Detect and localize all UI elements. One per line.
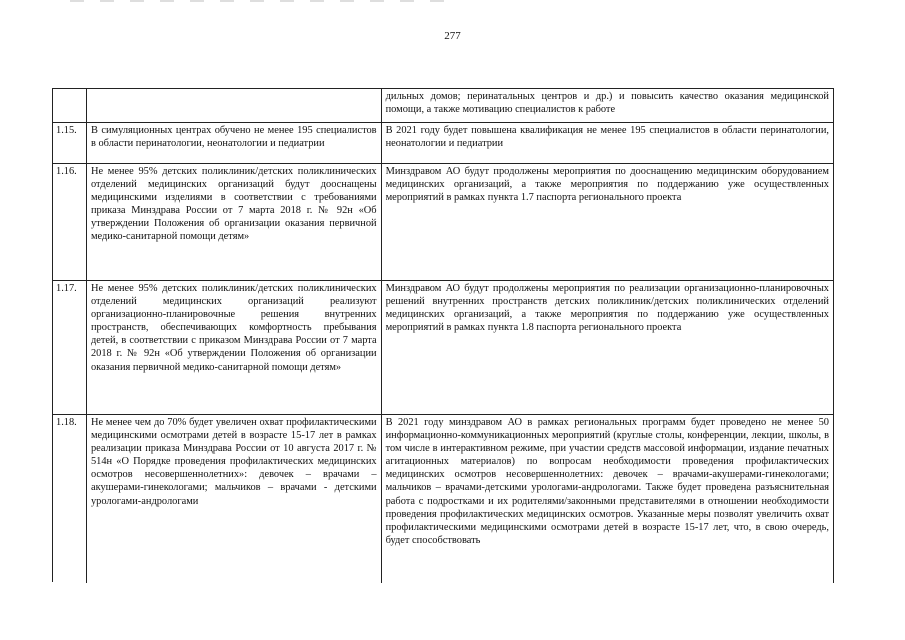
row-number: 1.18. bbox=[53, 415, 87, 583]
table-row bbox=[53, 281, 834, 415]
goal-cell bbox=[87, 89, 382, 122]
measures-table bbox=[52, 88, 834, 582]
goal-cell: В симуляционных центрах обучено не менее 195 специалистов в области перинатологии, неонатологии и педиатрии bbox=[87, 123, 382, 163]
table-row bbox=[53, 89, 834, 123]
action-cell: В 2021 году будет повышена квалификация не менее 195 специалистов в области перинатологии, неонатологии и педиатрии bbox=[382, 123, 834, 163]
goal-cell: Не менее чем до 70% будет увеличен охват профилактическими медицинскими осмотрами детей в возрасте 15-17 лет в рамках реализации приказа Минздрава России от 10 августа 2017 г. № 514н «О Порядке проведения профилактических медицинских осмотров несовершеннолетних»: девочек – врачами – акушерами-гинекологами; мальчиков – врачами - детскими урологами-андрологами bbox=[87, 415, 382, 583]
row-number: 1.16. bbox=[53, 164, 87, 280]
row-number bbox=[53, 89, 87, 122]
row-number: 1.15. bbox=[53, 123, 87, 163]
goal-cell: Не менее 95% детских поликлиник/детских поликлинических отделений медицинских организаций будут дооснащены медицинскими изделиями в соответствии с требованиями приказа Минздрава России от 7 марта 2018 г. № 92н «Об утверждении Положения об организации оказания первичной медико-санитарной помощи детям» bbox=[87, 164, 382, 280]
goal-cell: Не менее 95% детских поликлиник/детских поликлинических отделений медицинских организаций реализуют организационно-планировочные решения внутренних пространств, обеспечивающих комфортность пребывания детей, в соответствии с приказом Минздрава России от 7 марта 2018 г. № 92н «Об утверждении Положения об организации оказания первичной медико-санитарной помощи детям» bbox=[87, 281, 382, 414]
table-row bbox=[53, 123, 834, 164]
scan-artifact bbox=[70, 0, 450, 2]
page-number: 277 bbox=[444, 30, 461, 42]
action-cell: дильных домов; перинатальных центров и др.) и повысить качество оказания медицинской помощи, а также мотивацию специалистов к работе bbox=[382, 89, 834, 122]
table-row bbox=[53, 415, 834, 583]
action-cell: Минздравом АО будут продолжены мероприятия по реализации организационно-планировочных решений внутренних пространств детских поликлиник/детских поликлинических отделений медицинских организаций, а также мероприятия по поддержанию уже осуществленных мероприятий в рамках пункта 1.8 паспорта регионального проекта bbox=[382, 281, 834, 414]
row-number: 1.17. bbox=[53, 281, 87, 414]
action-cell: В 2021 году минздравом АО в рамках региональных программ будет проведено не менее 50 информационно-коммуникационных мероприятий (круглые столы, конференции, лекции, школы, в том числе в интерактивном режиме, при участии средств массовой информации, издание печатных агитационных материалов) по вопросам необходимости проведения профилактических медицинских осмотров несовершеннолетних: девочек – врачами-акушерами-гинекологами; мальчиков – врачами-детскими урологами-андрологами. Также будет проведена разъяснительная работа с подростками и их родителями/законными представителями в отношении необходимости проведения профилактических медицинских осмотров. Указанные меры позволят увеличить охват профилактическими медицинскими осмотрами детей в возрасте 15-17 лет, что, в свою очередь, будет способствовать bbox=[382, 415, 834, 583]
table-row bbox=[53, 164, 834, 281]
action-cell: Минздравом АО будут продолжены мероприятия по дооснащению медицинским оборудованием медицинских организаций, а также мероприятия по поддержанию уже осуществленных мероприятий в рамках пункта 1.7 паспорта регионального проекта bbox=[382, 164, 834, 280]
